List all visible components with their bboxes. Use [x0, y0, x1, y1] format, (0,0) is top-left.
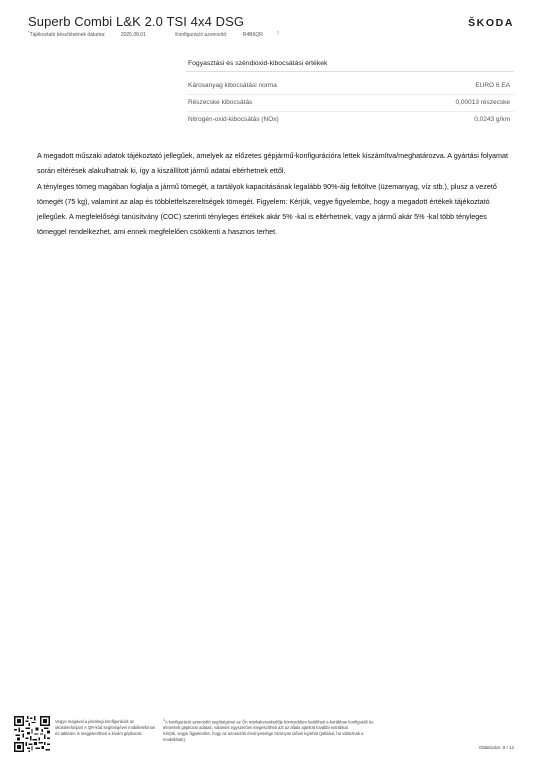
section-divider — [186, 71, 514, 72]
creation-date: *Tájékoztató készítésének dátuma: 2025.08.01 — [28, 29, 146, 38]
emissions-row — [188, 82, 510, 99]
document-meta — [28, 29, 293, 38]
brand-logo: ŠKODA — [468, 17, 514, 29]
emissions-row — [188, 99, 510, 116]
emissions-value: EURO 6 EA — [475, 82, 510, 89]
disclaimer-paragraph: A tényleges tömeg magában foglalja a jármű tömegét, a tartályok kapacitásának legalább 90%-áig feltöltve (üzemanyag, víz stb.), plusz a vezető tömegét (75 kg), valamint az alap és többletfelszereltségek tömegét. Figyelem: Kérjük, vegye figyelembe, hogy a megadott értékek tájékoztató jellegűek. A megfelelőségi tanúsítvány (COC) szerinti tényleges értékek akár 5% -kal is eltérhetnek, vagy a jármű akár 5% -kal több tényleges tömeggel rendelkezhet, ami ennek megfelelően csökkenti a hasznos terhet. — [37, 181, 497, 237]
configuration-id: Konfiguráció azonosító: $R4B6QR^1$ — [175, 29, 280, 38]
footnote-config-id: $^1$A konfiguráció azonosító segítségével az Ön márkakereskedője könnyebben betöltheti a korábban konfigurált és elmentett gépkocsi adatait, valamint egyszerűen kiegészítheti azt az általa ajánlott további extrákkal. — [163, 718, 374, 731]
footnote-validity: Kérjük, vegye figyelembe, hogy az azonosító érvényessége bizonyos idővel lejárhat (például, ha változnak a modellárak). — [163, 731, 364, 743]
emissions-value: 0,0243 g/km — [474, 116, 510, 123]
footnote — [163, 717, 381, 743]
row-divider — [186, 94, 514, 95]
row-divider — [186, 111, 514, 112]
emissions-label: Részecske kibocsátás — [188, 99, 253, 106]
emissions-section-title: Fogyasztási és széndioxid-kibocsátási értékek — [188, 60, 328, 67]
disclaimer-text — [37, 148, 509, 240]
emissions-label: Nitrogén-oxid-kibocsátás (NOx) — [188, 116, 279, 123]
page-number: Oldalszám: 9 / 12 — [478, 745, 514, 750]
emissions-row — [188, 116, 510, 133]
emissions-label: Károsanyag kibocsátási norma — [188, 82, 277, 89]
qr-code[interactable] — [14, 716, 50, 752]
page-title: Superb Combi L&K 2.0 TSI 4x4 DSG — [28, 14, 245, 29]
emissions-value: 0,00013 részecske — [455, 99, 510, 106]
qr-note: Vegye magával a jelenlegi konfigurációt az okostelefonján! A QR-kód segítségével mobiltelefonon és tableten is megjelenítheti a kívánt gépkocsit. — [55, 719, 156, 736]
disclaimer-paragraph: A megadott műszaki adatok tájékoztató jellegűek, amelyek az előzetes gépjármű-konfigurációra lettek kiszámítva/meghatározva. A gyártási folyamat során eltérések alakulhatnak ki, így a kiszállított jármű adatai eltérhetnek ettől. — [37, 151, 509, 176]
